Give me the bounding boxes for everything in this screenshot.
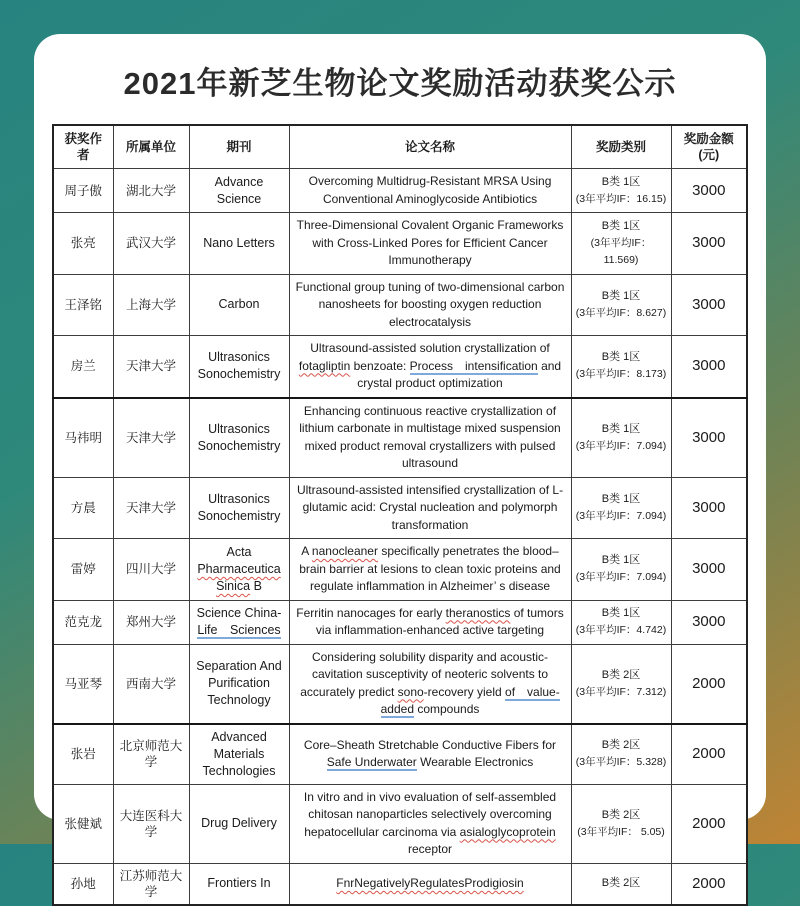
text-segment: Ferritin nanocages for early <box>296 605 446 620</box>
paper-title-cell <box>289 784 571 863</box>
journal-cell <box>189 644 289 724</box>
author-cell: 孙地 <box>53 863 113 905</box>
text-segment: Functional group tuning of two-dimensional carbon nanosheets for boosting oxygen reduction electrocatalysis <box>295 279 565 329</box>
award-amount-cell: 3000 <box>671 539 747 601</box>
category-line: B类 1区 <box>601 554 641 567</box>
text-segment: Acta <box>226 544 252 559</box>
paper-title-cell <box>289 539 571 601</box>
text-segment: Ultrasound-assisted solution crystallization of <box>310 341 550 355</box>
text-segment: Three-Dimensional Covalent Organic Frameworks with Cross-Linked Pores for Efficient Cancer Immunotherapy <box>296 218 564 267</box>
category-line: B类 1区 <box>601 289 641 302</box>
text-segment: receptor <box>407 842 453 856</box>
paper-title-cell <box>289 600 571 644</box>
author-cell: 张亮 <box>53 213 113 275</box>
journal-cell <box>189 863 289 905</box>
text-segment: -recovery yield <box>423 684 506 699</box>
journal-cell <box>189 724 289 785</box>
announcement-card <box>34 34 766 899</box>
category-line: (3年平均IF：7.312) <box>575 685 667 698</box>
category-line: B类 2区 <box>601 808 641 821</box>
award-category-cell <box>571 863 671 905</box>
spellcheck-marked-text: FnrNegativelyRegulatesProdigiosin <box>336 875 524 890</box>
text-segment: Ultrasound-assisted intensified crystallization of L-glutamic acid: Crystal nucleation and polymorph transformation <box>296 482 564 532</box>
column-header: 所属单位 <box>113 125 189 169</box>
category-line: (3年平均IF：4.742) <box>575 624 667 636</box>
table-row <box>53 863 747 905</box>
column-header: 奖励类别 <box>571 125 671 169</box>
category-line: B类 2区 <box>601 877 641 889</box>
text-segment: Nano Letters <box>203 235 275 250</box>
table-header-row <box>53 125 747 169</box>
text-segment: B <box>250 578 262 593</box>
author-cell: 王泽铭 <box>53 274 113 336</box>
author-cell: 方晨 <box>53 477 113 539</box>
award-category-cell <box>571 539 671 601</box>
award-amount-cell: 3000 <box>671 600 747 644</box>
text-segment: Advance Science <box>214 174 264 206</box>
text-segment: Frontiers In <box>207 876 271 890</box>
text-segment: Drug Delivery <box>201 816 277 830</box>
paper-title-cell <box>289 336 571 398</box>
author-cell: 张岩 <box>53 724 113 785</box>
table-row <box>53 213 747 275</box>
table-row <box>53 336 747 398</box>
category-line: (3年平均IF：7.094) <box>575 509 667 522</box>
table-row <box>53 274 747 336</box>
category-line: (3年平均IF：8.173) <box>575 368 667 381</box>
award-amount-cell: 3000 <box>671 169 747 213</box>
award-category-cell <box>571 724 671 785</box>
text-segment: compounds <box>414 702 480 716</box>
journal-cell <box>189 398 289 478</box>
table-row <box>53 398 747 478</box>
award-category-cell <box>571 784 671 863</box>
column-header: 论文名称 <box>289 125 571 169</box>
paper-title-cell <box>289 169 571 213</box>
text-segment: of tumors via inflammation-enhanced active targeting <box>315 605 564 637</box>
table-row <box>53 169 747 213</box>
journal-cell <box>189 539 289 601</box>
award-category-cell <box>571 336 671 398</box>
table-row <box>53 644 747 724</box>
journal-cell <box>189 169 289 213</box>
paper-title-cell <box>289 644 571 724</box>
text-segment: Separation And Purification Technology <box>196 659 282 707</box>
paper-title-cell <box>289 213 571 275</box>
category-line: (3年平均IF：5.328) <box>575 756 667 768</box>
category-line: (3年平均IF：8.627) <box>575 306 667 319</box>
text-segment: A <box>301 544 312 558</box>
table-row <box>53 539 747 601</box>
journal-cell <box>189 336 289 398</box>
category-line: B类 1区 <box>601 351 641 364</box>
award-amount-cell: 2000 <box>671 784 747 863</box>
unit-cell: 西南大学 <box>113 644 189 724</box>
award-amount-cell: 3000 <box>671 336 747 398</box>
award-category-cell <box>571 213 671 275</box>
table-row <box>53 477 747 539</box>
category-line: B类 1区 <box>601 422 641 435</box>
award-category-cell <box>571 169 671 213</box>
text-segment: Overcoming Multidrug-Resistant MRSA Using Conventional Aminoglycoside Antibiotics <box>308 174 552 206</box>
header-row <box>53 125 747 169</box>
table-body <box>53 169 747 905</box>
grammar-marked-text: Process intensification <box>409 358 538 373</box>
unit-cell: 北京师范大学 <box>113 724 189 785</box>
award-amount-cell: 3000 <box>671 398 747 478</box>
category-line: B类 2区 <box>601 668 641 681</box>
column-header: 获奖作者 <box>53 125 113 169</box>
text-segment: Carbon <box>218 297 260 312</box>
column-header: 奖励金额 (元) <box>671 125 747 169</box>
award-amount-cell: 3000 <box>671 213 747 275</box>
author-cell: 房兰 <box>53 336 113 398</box>
paper-title-cell <box>289 477 571 539</box>
text-segment: Ultrasonics Sonochemistry <box>197 350 281 382</box>
spellcheck-marked-text: theranostics <box>445 605 511 620</box>
category-line: B类 1区 <box>601 607 641 619</box>
journal-cell <box>189 477 289 539</box>
spellcheck-marked-text: Sinica <box>216 578 251 593</box>
text-segment: and crystal product optimization <box>357 358 562 390</box>
text-segment: Enhancing continuous reactive crystallization of lithium carbonate in multistage mixed suspension mixed product removal crystallizers with pulsed ultrasound <box>299 403 561 470</box>
award-category-cell <box>571 477 671 539</box>
award-amount-cell: 3000 <box>671 477 747 539</box>
award-amount-cell: 3000 <box>671 274 747 336</box>
award-category-cell <box>571 274 671 336</box>
table-row <box>53 724 747 785</box>
category-line: (3年平均IF： 5.05) <box>577 825 665 838</box>
award-amount-cell: 2000 <box>671 644 747 724</box>
text-segment: Ultrasonics Sonochemistry <box>197 421 281 453</box>
journal-cell <box>189 600 289 644</box>
unit-cell: 武汉大学 <box>113 213 189 275</box>
page-title: 2021年新芝生物论文奖励活动获奖公示 <box>123 66 677 101</box>
unit-cell: 四川大学 <box>113 539 189 601</box>
text-segment: Science China- <box>196 606 282 620</box>
category-line: 11.569) <box>603 253 639 266</box>
spellcheck-marked-text: Pharmaceutica <box>197 561 281 576</box>
unit-cell: 大连医科大学 <box>113 784 189 863</box>
text-segment: Considering solubility disparity and acoustic-cavitation susceptivity of neoteric solvents to accurately predict <box>300 649 549 699</box>
spellcheck-marked-text: nanocleaner <box>311 544 378 558</box>
category-line: B类 1区 <box>601 492 641 505</box>
category-line: (3年平均IF：7.094) <box>575 571 667 584</box>
journal-cell <box>189 213 289 275</box>
unit-cell: 天津大学 <box>113 336 189 398</box>
unit-cell: 湖北大学 <box>113 169 189 213</box>
unit-cell: 江苏师范大学 <box>113 863 189 905</box>
text-segment: Core–Sheath Stretchable Conductive Fibers for <box>303 737 557 752</box>
author-cell: 张健斌 <box>53 784 113 863</box>
category-line: B类 2区 <box>601 739 641 751</box>
award-category-cell <box>571 398 671 478</box>
spellcheck-marked-text: sono <box>397 684 424 699</box>
award-category-cell <box>571 644 671 724</box>
award-amount-cell: 2000 <box>671 724 747 785</box>
award-amount-cell: 2000 <box>671 863 747 905</box>
author-cell: 雷婷 <box>53 539 113 601</box>
award-category-cell <box>571 600 671 644</box>
journal-cell <box>189 274 289 336</box>
author-cell: 马亚琴 <box>53 644 113 724</box>
awards-table <box>52 124 748 906</box>
unit-cell: 郑州大学 <box>113 600 189 644</box>
paper-title-cell <box>289 724 571 785</box>
paper-title-cell <box>289 863 571 905</box>
text-segment: benzoate: <box>350 358 410 373</box>
table-row <box>53 784 747 863</box>
text-segment: specifically penetrates the blood– brain barrier at lesions to clean toxic proteins and regulate inflammation in Alzheimer’ s disease <box>299 544 561 593</box>
spellcheck-marked-text: asialoglycoprotein <box>459 824 556 839</box>
paper-title-cell <box>289 274 571 336</box>
author-cell: 范克龙 <box>53 600 113 644</box>
category-line: B类 1区 <box>601 175 641 188</box>
category-line: (3年平均IF：7.094) <box>575 439 667 452</box>
author-cell: 周子傲 <box>53 169 113 213</box>
author-cell: 马祎明 <box>53 398 113 478</box>
unit-cell: 天津大学 <box>113 477 189 539</box>
text-segment: In vitro and in vivo evaluation of self-assembled chitosan nanoparticles selectively overcoming hepatocellular carcinoma via <box>303 789 557 839</box>
table-row <box>53 600 747 644</box>
unit-cell: 天津大学 <box>113 398 189 478</box>
unit-cell: 上海大学 <box>113 274 189 336</box>
column-header: 期刊 <box>189 125 289 169</box>
spellcheck-marked-text: fotagliptin <box>298 358 351 373</box>
journal-cell <box>189 784 289 863</box>
text-segment: Wearable Electronics <box>416 755 534 769</box>
grammar-marked-text: of value-added <box>380 684 560 716</box>
category-line: (3年平均IF： <box>590 236 652 249</box>
paper-title-cell <box>289 398 571 478</box>
text-segment: Advanced Materials Technologies <box>202 729 276 778</box>
category-line: B类 1区 <box>601 219 641 232</box>
category-line: (3年平均IF：16.15) <box>575 192 667 205</box>
grammar-marked-text: Life Sciences <box>197 623 281 637</box>
grammar-marked-text: Safe Underwater <box>326 755 417 769</box>
text-segment: Ultrasonics Sonochemistry <box>197 491 281 523</box>
